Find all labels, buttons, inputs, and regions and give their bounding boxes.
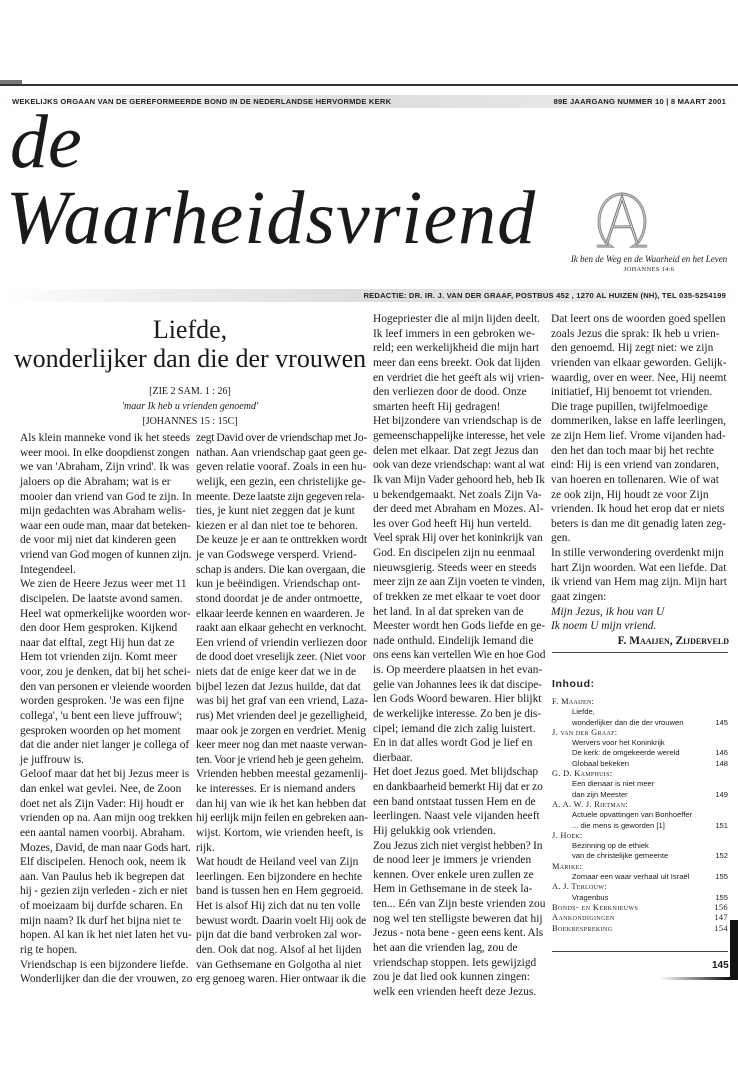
toc-entry-title: wonderlijker dan die der vrouwen bbox=[572, 717, 684, 727]
toc-entry-title: ... die mens is geworden [1] bbox=[572, 820, 665, 830]
text-line: Meester wordt hen Gods liefde en ge- bbox=[373, 620, 546, 633]
text-line: kun je beëindigen. Vriendschap ont- bbox=[196, 578, 361, 591]
text-line: hij - gezien zijn verleden - zich er niet bbox=[20, 885, 188, 898]
text-line: hart Zijn woorden. Wat een liefde. Dat bbox=[551, 561, 727, 574]
text-line: ik vriend van Hem mag zijn. Mijn hart bbox=[551, 576, 727, 589]
text-line: het land. In al dat spreken van de bbox=[373, 605, 524, 618]
toc-author: A. J. Terlouw: bbox=[552, 882, 607, 892]
text-line: erg genoeg waren. Hier ontwaar ik die bbox=[196, 973, 366, 986]
text-line: stond doordat je de ander ontmoette, bbox=[196, 592, 363, 605]
poem-line: Mijn Jezus, ik hou van U bbox=[551, 605, 665, 618]
toc-entry[interactable] bbox=[552, 707, 728, 717]
text-line: ten. Voor je vriend heb je geen geheim. bbox=[196, 753, 364, 766]
text-line: de nood leer je immers je vrienden bbox=[373, 854, 532, 867]
page-number: 145 bbox=[712, 960, 729, 971]
text-line: gaat zingen: bbox=[551, 590, 607, 603]
text-line: je van Godswege versperd. Vriend- bbox=[196, 549, 357, 561]
toc-entry-title: Een dienaar is niet meer bbox=[572, 779, 655, 789]
text-line: mijn naam? Ik durf het bijna niet te bbox=[20, 914, 181, 927]
text-line: dierbaar. bbox=[373, 751, 413, 764]
text-line: Ik van Mijn Vader gehoord heb, heb Ik bbox=[373, 473, 545, 486]
text-line: discipelen. De laatste avond samen. bbox=[20, 592, 183, 605]
toc-page-number: 155 bbox=[715, 892, 728, 902]
text-line: meente. Deze laatste zijn gegeven rela- bbox=[196, 490, 365, 503]
text-line: En in dat alles wordt God je lief en bbox=[373, 737, 533, 750]
text-line: bijbel lezen dat Jezus huilde, dat dat bbox=[196, 680, 361, 693]
editorial-address: REDACTIE: DR. IR. J. VAN DER GRAAF, POSTBUS 452 , 1270 AL HUIZEN (NH), TEL 035-5254199 bbox=[363, 291, 726, 300]
text-line: raakt aan elkaar gehecht en verknocht. bbox=[196, 622, 367, 635]
text-line: band is tussen hen en Hem gegroeid. bbox=[196, 885, 364, 898]
article-quote: 'maar Ik heb u vrienden genoemd' bbox=[121, 401, 259, 412]
text-line: nathan. Aan vriendschap gaat geen ge- bbox=[196, 446, 368, 459]
contents-divider bbox=[552, 652, 728, 653]
masthead-title: Waarheidsvriend bbox=[6, 176, 537, 260]
text-line: van Gethsemane en Golgotha al niet bbox=[196, 958, 362, 971]
article-column-4 bbox=[551, 312, 729, 648]
toc-section[interactable] bbox=[552, 903, 728, 913]
text-line: een aantal namen voorbij. Abraham. bbox=[20, 826, 186, 839]
top-rule bbox=[0, 84, 738, 86]
text-line: hij eerlijk mijn feilen en gebreken aan- bbox=[196, 812, 368, 825]
text-line: ze ook zijn, Hij houdt ze voor Zijn bbox=[551, 488, 709, 501]
toc-author: J. van der Graaf: bbox=[552, 727, 618, 737]
toc-author: G. D. Kamphuis: bbox=[552, 769, 613, 779]
text-line: smarten heeft Hij gedragen! bbox=[373, 400, 501, 413]
text-line: Veel sprak Hij over het koninkrijk van bbox=[373, 532, 543, 545]
text-line: hopen. Al kan ik het niet laten het vu- bbox=[20, 929, 192, 942]
text-line: of trekken ze met elkaar te voet door bbox=[373, 590, 541, 603]
text-line: God. En discipelen zijn nu eenmaal bbox=[373, 547, 535, 559]
text-line: rus) Met vrienden deel je gezelligheid, bbox=[196, 709, 367, 722]
motto: Ik ben de Weg en de Waarheid en het Leven bbox=[570, 254, 728, 264]
alpha-omega-logo-icon bbox=[582, 188, 662, 252]
text-line: is. Op meerdere plaatsen in het evan- bbox=[373, 664, 543, 676]
text-line: aan. Van Paulus heb ik begrepen dat bbox=[20, 870, 185, 883]
text-line: nade onthuld. Eindelijk Iemand die bbox=[373, 634, 534, 647]
text-line: was bij het graf van een vriend, Laza- bbox=[196, 695, 369, 708]
text-line: jaloers op die Abraham; wat is er bbox=[20, 475, 171, 488]
text-line: eind: Hij is een vriend van zondaren, bbox=[551, 459, 719, 472]
text-line: mijn gedachten was Abraham welis- bbox=[20, 505, 186, 518]
text-line: dan enkel wat gevlei. Nee, de Zoon bbox=[20, 783, 182, 795]
text-line: u bekendgemaakt. Net zoals Zijn Va- bbox=[373, 488, 542, 501]
text-line: rijk. bbox=[196, 841, 215, 854]
toc-entry[interactable] bbox=[552, 718, 728, 728]
text-line: gelie van Johannes lees ik dat discipe- bbox=[373, 678, 542, 691]
toc-entry[interactable] bbox=[552, 759, 728, 769]
text-line: weer mooi. In elke doopdienst zongen bbox=[20, 446, 190, 459]
toc-entry[interactable] bbox=[552, 893, 728, 903]
page-edge-shadow bbox=[660, 977, 730, 980]
text-line: reld; een werkelijkheid die mijn hart bbox=[373, 342, 540, 355]
text-line: geven relatie vooraf. Zoals in een hu- bbox=[196, 461, 367, 474]
article-column-1 bbox=[20, 431, 192, 987]
text-line: en verdriet die het geeft als wij vrien- bbox=[373, 371, 545, 384]
text-line: ties, je kunt niet zeggen dat je kunt bbox=[196, 505, 355, 518]
contents-heading: Inhoud: bbox=[552, 678, 595, 690]
text-line: Elf discipelen. Henoch ook, neem ik bbox=[20, 856, 187, 869]
text-line: Geloof maar dat het bij Jezus meer is bbox=[20, 768, 190, 781]
text-line: wijst. Kortom, wie vrienden heeft, is bbox=[196, 826, 364, 839]
bible-reference: [ZIE 2 SAM. 1 : 26] bbox=[149, 386, 231, 397]
text-line: de werkelijke interesse. Zo ben je dis- bbox=[373, 707, 541, 720]
text-line: Dat leert ons de woorden goed spellen bbox=[551, 313, 726, 325]
article-title-line-1: Liefde, bbox=[152, 315, 228, 344]
text-line: nog wel ten stelligste beweren dat hij bbox=[373, 912, 543, 925]
text-line: den door Hem gesproken. Kijkend bbox=[20, 622, 178, 635]
text-line: den genoemd. Hij zegt niet: we zijn bbox=[551, 342, 714, 355]
text-line: len Gods Woord bewaren. Hier blijkt bbox=[373, 693, 542, 706]
text-line: meer zijn ze aan Zijn voeten te vinden, bbox=[373, 576, 545, 589]
text-line: Hem in Gethsemane in de steek la- bbox=[373, 883, 533, 896]
text-line: elkaar leerde kennen en waarderen. Je bbox=[196, 607, 365, 620]
toc-entry[interactable] bbox=[552, 810, 728, 820]
article-title-line-2: wonderlijker dan die der vrouwen bbox=[13, 344, 367, 373]
toc-entry[interactable] bbox=[552, 779, 728, 789]
toc-section-title: Boekbespreking bbox=[552, 923, 613, 933]
text-line: het aan die vrienden lag, zou de bbox=[373, 941, 518, 954]
text-line: den. Ook dat nog. Alsof al het lijden bbox=[196, 943, 362, 956]
publication-subtitle: WEKELIJKS ORGAAN VAN DE GEREFORMEERDE BOND IN DE NEDERLANDSE HERVORMDE KERK bbox=[12, 97, 392, 106]
text-line: Heel wat opmerkelijke woorden wor- bbox=[20, 607, 191, 620]
text-line: der deed met Abraham en Mozes. Al- bbox=[373, 503, 544, 516]
text-line: Vriendschap is een bijzondere liefde. bbox=[20, 958, 189, 971]
text-line: In stille verwondering overdenkt mijn bbox=[551, 547, 724, 559]
text-line: Vrienden hebben meestal gezamenlij- bbox=[196, 768, 368, 781]
toc-entry-title: Globaal bekeken bbox=[572, 758, 629, 768]
text-line: Het doet Jezus goed. Met blijdschap bbox=[373, 766, 539, 779]
text-line: gen. bbox=[551, 532, 571, 545]
text-line: zou je dat lied ook kunnen zingen: bbox=[373, 971, 530, 984]
toc-entry[interactable] bbox=[552, 790, 728, 800]
toc-entry-title: dan zijn Meester bbox=[572, 789, 628, 799]
toc-author: J. Hoek: bbox=[552, 830, 583, 840]
text-line: pijn dat die band verbroken zal wor- bbox=[196, 929, 362, 942]
text-line: les over God heeft Hij hun verteld. bbox=[373, 517, 532, 530]
toc-entry[interactable] bbox=[552, 841, 728, 851]
toc-page-number: 152 bbox=[715, 851, 728, 861]
toc-page-number: 155 bbox=[715, 872, 728, 882]
text-line: Wonderlijker dan die der vrouwen, zo bbox=[20, 973, 193, 986]
text-line: Als klein manneke vond ik het steeds bbox=[20, 432, 191, 444]
text-line: vriend van God mogen of kunnen zijn. bbox=[20, 549, 192, 561]
poem-line: Ik noem U mijn vriend. bbox=[551, 620, 657, 633]
toc-entry-title: van de christelijke gemeente bbox=[572, 851, 669, 861]
text-line: den het dan toch maar bij het rechte bbox=[551, 444, 714, 457]
toc-entry-title: Wervers voor het Koninkrijk bbox=[572, 738, 665, 748]
text-line: leerlingen. Naast vele vijanden heeft bbox=[373, 810, 540, 823]
text-line: naar dat elftal, zegt Hij hun dat ze bbox=[20, 636, 175, 649]
text-line: dommeriken, lakse en laffe leerlingen, bbox=[551, 415, 727, 428]
text-line: initiatief, Hij benoemt tot vrienden. bbox=[551, 386, 713, 399]
text-line: waar een oude man, maar dat beteken- bbox=[20, 519, 191, 532]
toc-section[interactable] bbox=[552, 924, 728, 934]
text-line: welk een vrienden heeft deze Jezus. bbox=[373, 985, 537, 998]
text-line: van hoeren en tollenaren. Wie of wat bbox=[551, 473, 719, 486]
text-line: Het is alsof Hij zich dat nu ten volle bbox=[196, 900, 361, 912]
text-line: schap is anders. Die kan overgaan, die bbox=[196, 563, 366, 576]
toc-entry-title: Actuele opvattingen van Bonhoeffer bbox=[572, 810, 693, 820]
text-line: dan hij van wie ik het kan hebben dat bbox=[196, 797, 367, 810]
text-line: rig te hopen. bbox=[20, 943, 78, 956]
text-line: gesproken woorden op het moment bbox=[20, 724, 181, 737]
text-line: Wat houdt de Heiland veel van Zijn bbox=[196, 856, 359, 869]
text-line: Zou Jezus zich niet vergist hebben? In bbox=[373, 839, 543, 852]
text-line: nieuwsgierig. Steeds weer en steeds bbox=[373, 561, 537, 574]
text-line: ten... Eén van Zijn beste vrienden zou bbox=[373, 898, 546, 910]
toc-entry[interactable] bbox=[552, 738, 728, 748]
issue-info: 89E JAARGANG NUMMER 10 | 8 MAART 2001 bbox=[553, 97, 726, 106]
text-line: waardig, over en weer. Nee, Hij neemt bbox=[551, 371, 727, 384]
toc-entry[interactable] bbox=[552, 851, 728, 861]
text-line: en dankbaarheid bemerkt Hij dat er zo bbox=[373, 781, 543, 793]
motto-reference: JOHANNES 14:6 bbox=[623, 266, 675, 273]
text-line: cipel; iemand die zich zalig luistert. bbox=[373, 722, 536, 735]
text-line: Jezus - nota bene - geen eens kent. Als bbox=[373, 927, 544, 940]
text-line: beters is dan me dit genadig laten zeg- bbox=[551, 517, 726, 530]
text-line: bewust wordt. Daarin voelt Hij ook de bbox=[196, 914, 367, 927]
quote-reference: [JOHANNES 15 : 15C] bbox=[142, 416, 238, 427]
text-line: je juffrouw is. bbox=[20, 753, 85, 766]
toc-author: Marike: bbox=[552, 861, 583, 871]
text-line: worden gesproken. 'Je was een fijne bbox=[20, 695, 184, 708]
text-line: dat die ander niet langer je collega of bbox=[20, 739, 190, 752]
text-line: Integendeel. bbox=[20, 563, 76, 576]
text-line: Hogepriester die al mijn lijden deelt. bbox=[373, 313, 541, 325]
toc-section-title: Bonds- en Kerknieuws bbox=[552, 902, 639, 912]
toc-section-title: Aankondigingen bbox=[552, 913, 615, 923]
text-line: niets dat de enige keer dat we in de bbox=[196, 666, 357, 678]
text-line: ze zijn Hem lief. Vrome vijanden had- bbox=[551, 430, 726, 442]
text-line: of moeizaam bij durfde scharen. En bbox=[20, 900, 183, 912]
article-column-2 bbox=[196, 431, 368, 987]
text-line: een band ontstaat tussen Hem en de bbox=[373, 795, 536, 808]
author-signature: F. Maaijen, Zijderveld bbox=[617, 634, 729, 647]
text-line: ook van deze vriendschap: want al wat bbox=[373, 459, 545, 472]
text-line: ons eens kan vertellen Wie en hoe God bbox=[373, 649, 546, 662]
text-line: Hem tot vrienden zijn. Komt meer bbox=[20, 651, 177, 664]
toc-entry[interactable] bbox=[552, 821, 728, 831]
toc-entry-title: Zomaar een waar verhaal uit Israël bbox=[572, 872, 690, 882]
text-line: Hij gelukkig ook vrienden. bbox=[373, 824, 496, 837]
toc-entry-title: Bezinning op de ethiek bbox=[572, 841, 649, 851]
text-line: zoals Jezus die sprak: Ik heb u vrien- bbox=[551, 327, 720, 340]
text-line: kiezen er al dan niet toe te behoren. bbox=[196, 519, 358, 532]
toc-page-number: 147 bbox=[714, 913, 728, 923]
bottom-rule bbox=[552, 951, 728, 952]
text-line: vriendschap stoppen. Iets gewijzigd bbox=[373, 956, 537, 969]
toc-page-number: 154 bbox=[714, 923, 728, 933]
text-line: We zien de Heere Jezus weer met 11 bbox=[20, 578, 187, 591]
toc-author: F. Maaijen: bbox=[552, 697, 595, 706]
masthead-title-de: de bbox=[10, 100, 82, 184]
text-line: welijk, een gezin, een christelijke ge- bbox=[196, 475, 366, 488]
toc-page-number: 149 bbox=[715, 789, 728, 799]
text-line: kennen. Over enkele uren zullen ze bbox=[373, 868, 534, 881]
text-line: den van personen er vleiende woorden bbox=[20, 680, 191, 693]
text-line: doet net als Zijn Vader: Hij houdt er bbox=[20, 797, 184, 810]
toc-entry-title: Liefde, bbox=[572, 707, 595, 717]
toc-page-number: 145 bbox=[715, 717, 728, 727]
toc-entry-title: Vragenbus bbox=[572, 892, 609, 902]
toc-page-number: 146 bbox=[715, 748, 728, 758]
text-line: voor, zou je denken, dat bij het schei- bbox=[20, 666, 191, 678]
text-line: de dood doet vreselijk zeer. (Niet voor bbox=[196, 651, 366, 664]
text-line: Mozes, David, de man naar Gods hart. bbox=[20, 841, 191, 854]
text-line: meer dan eens breekt. Ook dat lijden bbox=[373, 356, 541, 369]
text-line: leerlingen. Een bijzondere en hechte bbox=[196, 870, 363, 883]
article-column-3 bbox=[373, 312, 545, 999]
toc-page-number: 151 bbox=[715, 820, 728, 830]
text-line: vrienden. Ik houd het erop dat er niets bbox=[551, 503, 725, 516]
text-line: keer meer nog dan met naaste verwan- bbox=[196, 739, 368, 752]
text-line: ke interesses. Er is niemand anders bbox=[196, 783, 356, 795]
text-line: gemeenschappelijke interesse, het vele bbox=[373, 430, 546, 442]
text-line: den verliezen door de dood. Onze bbox=[373, 386, 527, 399]
text-line: Die trage pupillen, twijfelmoedige bbox=[551, 400, 708, 413]
text-line: maar ook je zorgen en verdriet. Menig bbox=[196, 724, 366, 737]
toc-section[interactable] bbox=[552, 913, 728, 923]
text-line: zegt David over de vriendschap met Jo- bbox=[196, 432, 367, 444]
text-line: mooier dan vriend van God te zijn. In bbox=[20, 490, 192, 503]
text-line: vrienden op na. Aan mijn oog trekken bbox=[20, 812, 193, 825]
toc-entry[interactable] bbox=[552, 748, 728, 758]
text-line: De keuze je er aan te onttrekken wordt bbox=[196, 534, 367, 547]
text-line: delen met elkaar. Dat zegt Jezus dan bbox=[373, 444, 539, 457]
toc-entry-title: De kerk: de omgekeerde wereld bbox=[572, 748, 680, 758]
text-line: vrienden van elkaar geworden. Gelijk- bbox=[551, 356, 727, 369]
table-of-contents bbox=[552, 697, 728, 934]
toc-entry[interactable] bbox=[552, 872, 728, 882]
text-line: de voor mij niet dat kinderen geen bbox=[20, 534, 177, 547]
text-line: Het bijzondere van vriendschap is de bbox=[373, 415, 542, 428]
text-line: collega', 'u bent een lieve juffrouw'; bbox=[20, 709, 183, 722]
page-corner-shadow bbox=[730, 920, 738, 980]
toc-page-number: 148 bbox=[715, 758, 728, 768]
toc-author: A. A. W. J. Rietman: bbox=[552, 799, 628, 809]
text-line: we van 'Abraham, Zijn vrind'. Ik was bbox=[20, 461, 190, 474]
text-line: Ik leef immers in een gebroken we- bbox=[373, 327, 535, 340]
toc-page-number: 156 bbox=[714, 902, 728, 912]
text-line: Een vriend of vriendin verliezen door bbox=[196, 636, 368, 649]
